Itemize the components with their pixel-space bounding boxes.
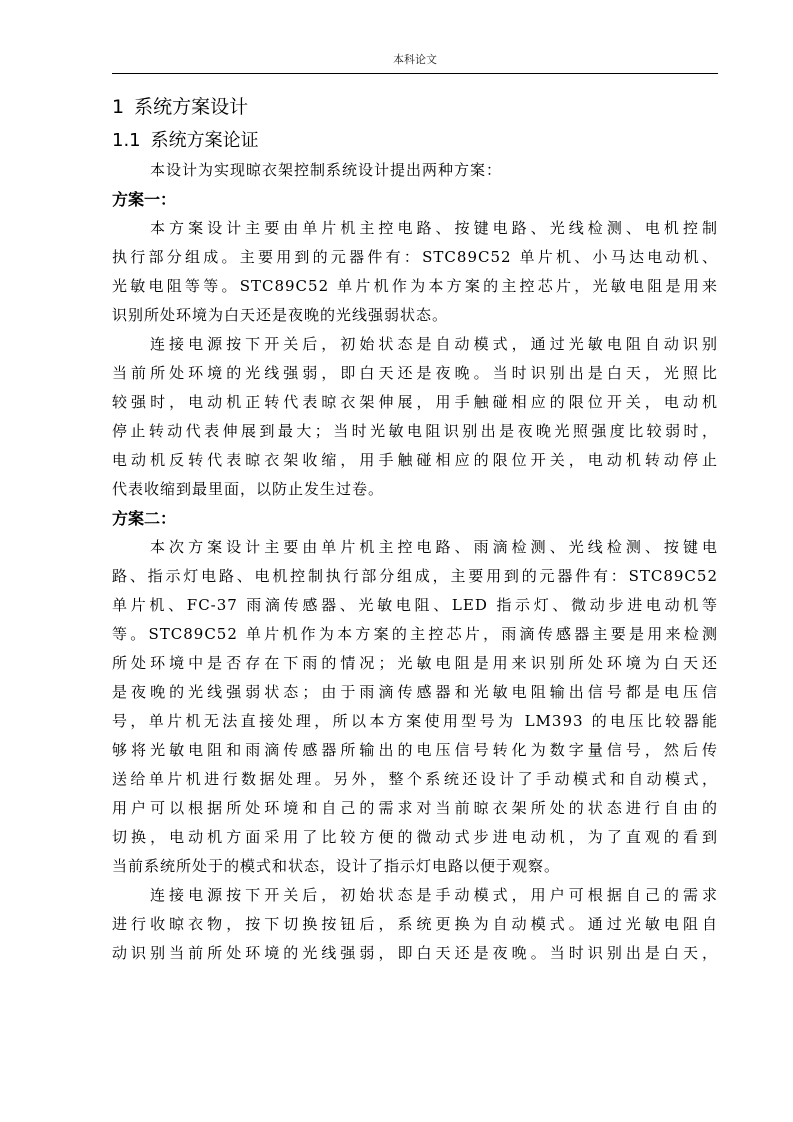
paragraph-line: 够将光敏电阻和雨滴传感器所输出的电压信号转化为数字量信号，然后传 — [112, 741, 718, 759]
paragraph-line: 所处环境中是否存在下雨的情况；光敏电阻是用来识别所处环境为白天还 — [112, 654, 718, 672]
paragraph-line: 单片机、FC-37 雨滴传感器、光敏电阻、LED 指示灯、微动步进电动机等 — [112, 596, 718, 614]
paragraph-line: 本次方案设计主要由单片机主控电路、雨滴检测、光线检测、按键电 — [150, 538, 718, 556]
plan-two-paragraph-2 — [112, 881, 718, 968]
plan-one-label: 方案一： — [112, 190, 177, 209]
paragraph-line: 识别所处环境为白天还是夜晚的光线强弱状态。 — [112, 306, 449, 324]
paragraph-line: 动识别当前所处环境的光线强弱，即白天还是夜晚。当时识别出是白天， — [112, 944, 718, 962]
paragraph-line: 光敏电阻等等。STC89C52 单片机作为本方案的主控芯片，光敏电阻是用来 — [112, 277, 718, 295]
running-header: 本科论文 — [393, 53, 437, 66]
paragraph-line: 用户可以根据所处环境和自己的需求对当前晾衣架所处的状态进行自由的 — [112, 799, 718, 817]
plan-two-paragraph-1 — [112, 533, 718, 881]
section-heading — [112, 92, 718, 122]
page-body — [112, 92, 718, 968]
paragraph-line: 连接电源按下开关后，初始状态是自动模式，通过光敏电阻自动识别 — [150, 335, 718, 353]
paragraph-line: 送给单片机进行数据处理。另外，整个系统还设计了手动模式和自动模式， — [112, 770, 718, 788]
intro-paragraph: 本设计为实现晾衣架控制系统设计提出两种方案： — [150, 161, 503, 179]
paragraph-line: 是夜晚的光线强弱状态；由于雨滴传感器和光敏电阻输出信号都是电压信 — [112, 683, 718, 701]
paragraph-line: 号，单片机无法直接处理，所以本方案使用型号为 LM393 的电压比较器能 — [112, 712, 718, 730]
subsection-title: 系统方案论证 — [150, 130, 259, 151]
plan-two-label: 方案二： — [112, 509, 177, 528]
paragraph-line: 执行部分组成。主要用到的元器件有：STC89C52 单片机、小马达电动机、 — [112, 248, 718, 266]
paragraph-line: 路、指示灯电路、电机控制执行部分组成，主要用到的元器件有：STC89C52 — [112, 567, 718, 585]
section-number: 1 — [112, 96, 125, 118]
paragraph-line: 较强时，电动机正转代表晾衣架伸展，用手触碰相应的限位开关，电动机 — [112, 393, 718, 411]
paragraph-line: 当前所处环境的光线强弱，即白天还是夜晚。当时识别出是白天，光照比 — [112, 364, 718, 382]
paragraph-line: 当前系统所处于的模式和状态，设计了指示灯电路以便于观察。 — [112, 857, 561, 875]
paragraph-line: 连接电源按下开关后，初始状态是手动模式，用户可根据自己的需求 — [150, 886, 718, 904]
paragraph-line: 代表收缩到最里面，以防止发生过卷。 — [112, 480, 385, 498]
header-divider — [112, 73, 718, 74]
subsection-number: 1.1 — [112, 130, 141, 151]
paragraph-line: 本方案设计主要由单片机主控电路、按键电路、光线检测、电机控制 — [150, 219, 718, 237]
paragraph-line: 停止转动代表伸展到最大；当时光敏电阻识别出是夜晚光照强度比较弱时， — [112, 422, 718, 440]
paragraph-line: 进行收晾衣物，按下切换按钮后，系统更换为自动模式。通过光敏电阻自 — [112, 915, 718, 933]
paragraph-line: 电动机反转代表晾衣架收缩，用手触碰相应的限位开关，电动机转动停止 — [112, 451, 718, 469]
paragraph-line: 等。STC89C52 单片机作为本方案的主控芯片，雨滴传感器主要是用来检测 — [112, 625, 718, 643]
subsection-heading — [112, 126, 718, 156]
plan-one-paragraph-2 — [112, 330, 718, 504]
plan-one-paragraph-1 — [112, 214, 718, 330]
paragraph-line: 切换，电动机方面采用了比较方便的微动式步进电动机，为了直观的看到 — [112, 828, 718, 846]
section-title: 系统方案设计 — [134, 96, 249, 118]
